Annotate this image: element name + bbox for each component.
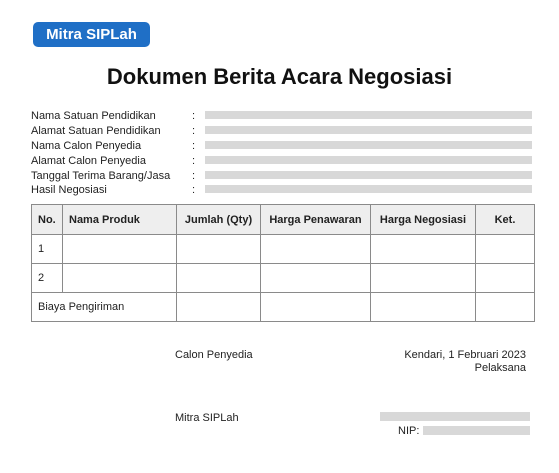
field-colon: : (192, 170, 196, 182)
header-ket: Ket. (476, 205, 535, 235)
field-label-alamat-satuan: Alamat Satuan Pendidikan (31, 125, 161, 137)
field-colon: : (192, 155, 196, 167)
candidate-label: Calon Penyedia (175, 349, 253, 361)
field-value-placeholder (205, 141, 532, 149)
cell-harga-negosiasi (371, 264, 476, 293)
cell-jumlah (177, 235, 261, 264)
cell-harga-negosiasi (371, 235, 476, 264)
field-value-placeholder (205, 156, 532, 164)
field-value-placeholder (205, 111, 532, 119)
field-value-placeholder (205, 171, 532, 179)
field-label-alamat-calon: Alamat Calon Penyedia (31, 155, 146, 167)
header-harga-penawaran: Harga Penawaran (261, 205, 371, 235)
field-label-hasil-negosiasi: Hasil Negosiasi (31, 184, 107, 196)
field-colon: : (192, 140, 196, 152)
negotiation-table (31, 204, 535, 322)
cell-harga-penawaran (261, 264, 371, 293)
field-label-nama-calon: Nama Calon Penyedia (31, 140, 142, 152)
document-title: Dokumen Berita Acara Negosiasi (106, 64, 453, 89)
header-no: No. (32, 205, 63, 235)
table-header-row (32, 205, 535, 235)
executor-label: Pelaksana (474, 362, 526, 374)
nip-label: NIP: (398, 425, 420, 437)
field-value-placeholder (205, 126, 532, 134)
cell-ket (476, 264, 535, 293)
cell-jumlah (177, 293, 261, 322)
nip-value-placeholder (423, 426, 530, 435)
cell-harga-penawaran (261, 293, 371, 322)
table-row (32, 235, 535, 264)
header-jumlah: Jumlah (Qty) (177, 205, 261, 235)
field-colon: : (192, 125, 196, 137)
mitra-siplah-badge: Mitra SIPLah (33, 22, 150, 47)
place-date: Kendari, 1 Februari 2023 (404, 349, 526, 361)
cell-nama-produk (63, 235, 177, 264)
cell-nama-produk (63, 264, 177, 293)
cell-harga-negosiasi (371, 293, 476, 322)
cell-harga-penawaran (261, 235, 371, 264)
field-colon: : (192, 184, 196, 196)
field-label-tanggal-terima: Tanggal Terima Barang/Jasa (31, 170, 171, 182)
field-value-placeholder (205, 185, 532, 193)
cell-jumlah (177, 264, 261, 293)
shipping-label: Biaya Pengiriman (32, 293, 177, 322)
cell-ket (476, 235, 535, 264)
name-placeholder (380, 412, 530, 421)
row-number: 1 (32, 235, 63, 264)
cell-ket (476, 293, 535, 322)
row-number: 2 (32, 264, 63, 293)
partner-label: Mitra SIPLah (175, 412, 239, 424)
header-harga-negosiasi: Harga Negosiasi (371, 205, 476, 235)
field-colon: : (192, 110, 196, 122)
shipping-row (32, 293, 535, 322)
field-label-nama-satuan: Nama Satuan Pendidikan (31, 110, 156, 122)
header-nama-produk: Nama Produk (63, 205, 177, 235)
table-row (32, 264, 535, 293)
